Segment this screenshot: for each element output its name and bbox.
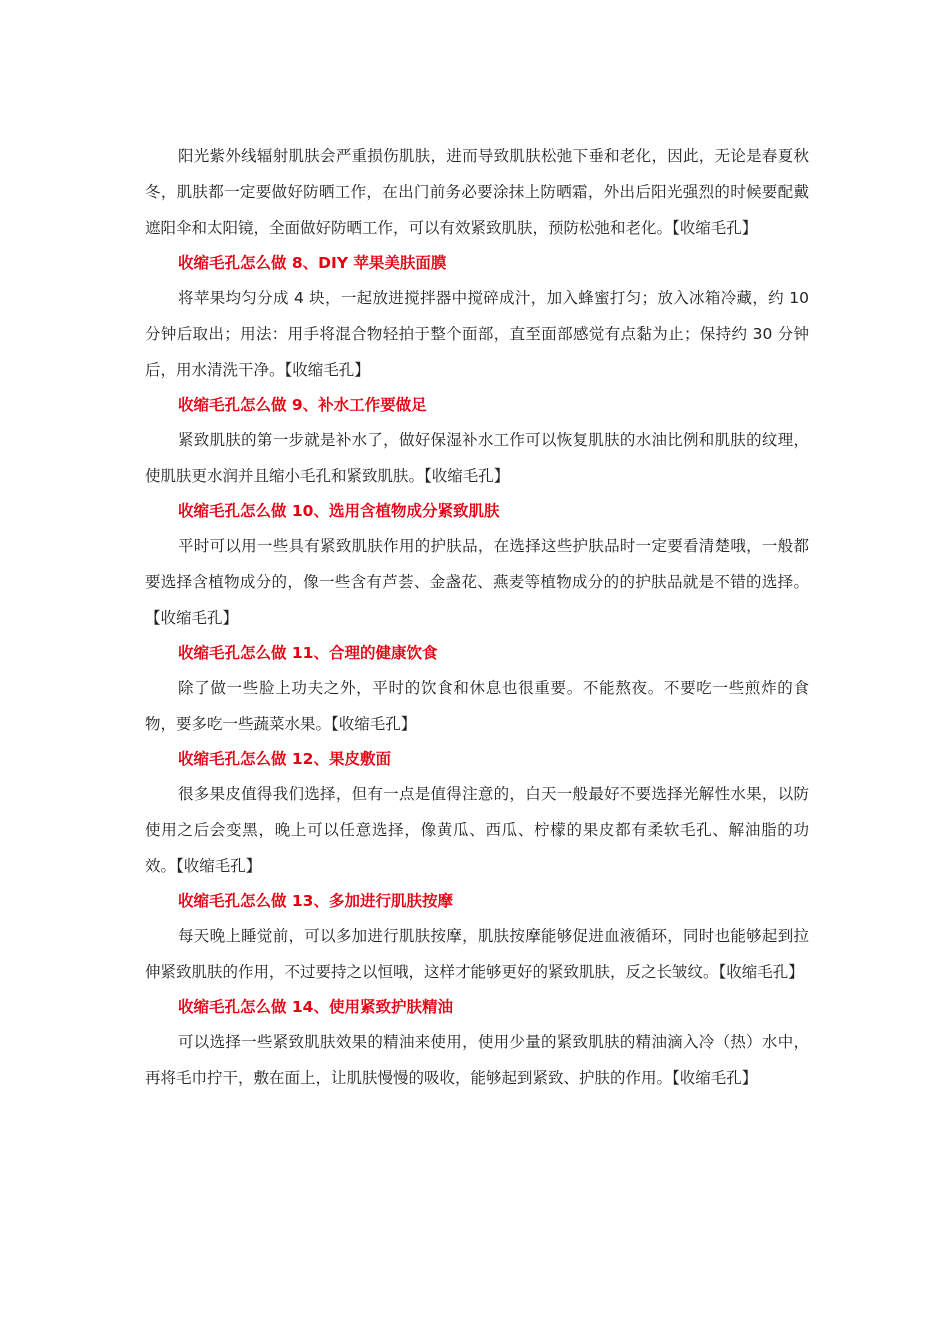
- section-body-12: 很多果皮值得我们选择，但有一点是值得注意的，白天一般最好不要选择光解性水果，以防使用之后会变黑，晚上可以任意选择，像黄瓜、西瓜、柠檬的果皮都有柔软毛孔、解油脂的功效。【收缩毛孔】: [145, 785, 809, 875]
- section-heading-10: 收缩毛孔怎么做 10、选用含植物成分紧致肌肤: [178, 502, 500, 520]
- section-body-14: 可以选择一些紧致肌肤效果的精油来使用，使用少量的紧致肌肤的精油滴入冷（热）水中，再将毛巾拧干，敷在面上，让肌肤慢慢的吸收，能够起到紧致、护肤的作用。【收缩毛孔】: [145, 1033, 809, 1087]
- section-heading-9: 收缩毛孔怎么做 9、补水工作要做足: [178, 396, 427, 414]
- section-heading-8: 收缩毛孔怎么做 8、DIY 苹果美肤面膜: [178, 254, 447, 272]
- section-heading-13: 收缩毛孔怎么做 13、多加进行肌肤按摩: [178, 892, 453, 910]
- section-heading-11: 收缩毛孔怎么做 11、合理的健康饮食: [178, 644, 438, 662]
- section-body-13: 每天晚上睡觉前，可以多加进行肌肤按摩，肌肤按摩能够促进血液循环，同时也能够起到拉伸紧致肌肤的作用，不过要持之以恒哦，这样才能够更好的紧致肌肤，反之长皱纹。【收缩毛孔】: [145, 927, 809, 981]
- section-heading-14: 收缩毛孔怎么做 14、使用紧致护肤精油: [178, 998, 453, 1016]
- document-page: [145, 138, 809, 1096]
- section-body-10: 平时可以用一些具有紧致肌肤作用的护肤品，在选择这些护肤品时一定要看清楚哦，一般都要选择含植物成分的，像一些含有芦荟、金盏花、燕麦等植物成分的的护肤品就是不错的选择。【收缩毛孔】: [145, 537, 809, 627]
- section-body-9: 紧致肌肤的第一步就是补水了，做好保湿补水工作可以恢复肌肤的水油比例和肌肤的纹理，使肌肤更水润并且缩小毛孔和紧致肌肤。【收缩毛孔】: [145, 431, 809, 485]
- intro-paragraph: 阳光紫外线辐射肌肤会严重损伤肌肤，进而导致肌肤松弛下垂和老化，因此，无论是春夏秋冬，肌肤都一定要做好防晒工作，在出门前务必要涂抹上防晒霜，外出后阳光强烈的时候要配戴遮阳伞和太阳镜，全面做好防晒工作，可以有效紧致肌肤，预防松弛和老化。【收缩毛孔】: [145, 147, 809, 237]
- section-body-8: 将苹果均匀分成 4 块，一起放进搅拌器中搅碎成汁，加入蜂蜜打匀；放入冰箱冷藏，约 10分钟后取出；用法：用手将混合物轻拍于整个面部，直至面部感觉有点黏为止；保持约 30 分钟后，用水清洗干净。【收缩毛孔】: [145, 289, 809, 379]
- section-heading-12: 收缩毛孔怎么做 12、果皮敷面: [178, 750, 391, 768]
- section-body-11: 除了做一些脸上功夫之外，平时的饮食和休息也很重要。不能熬夜。不要吃一些煎炸的食物，要多吃一些蔬菜水果。【收缩毛孔】: [145, 679, 809, 733]
